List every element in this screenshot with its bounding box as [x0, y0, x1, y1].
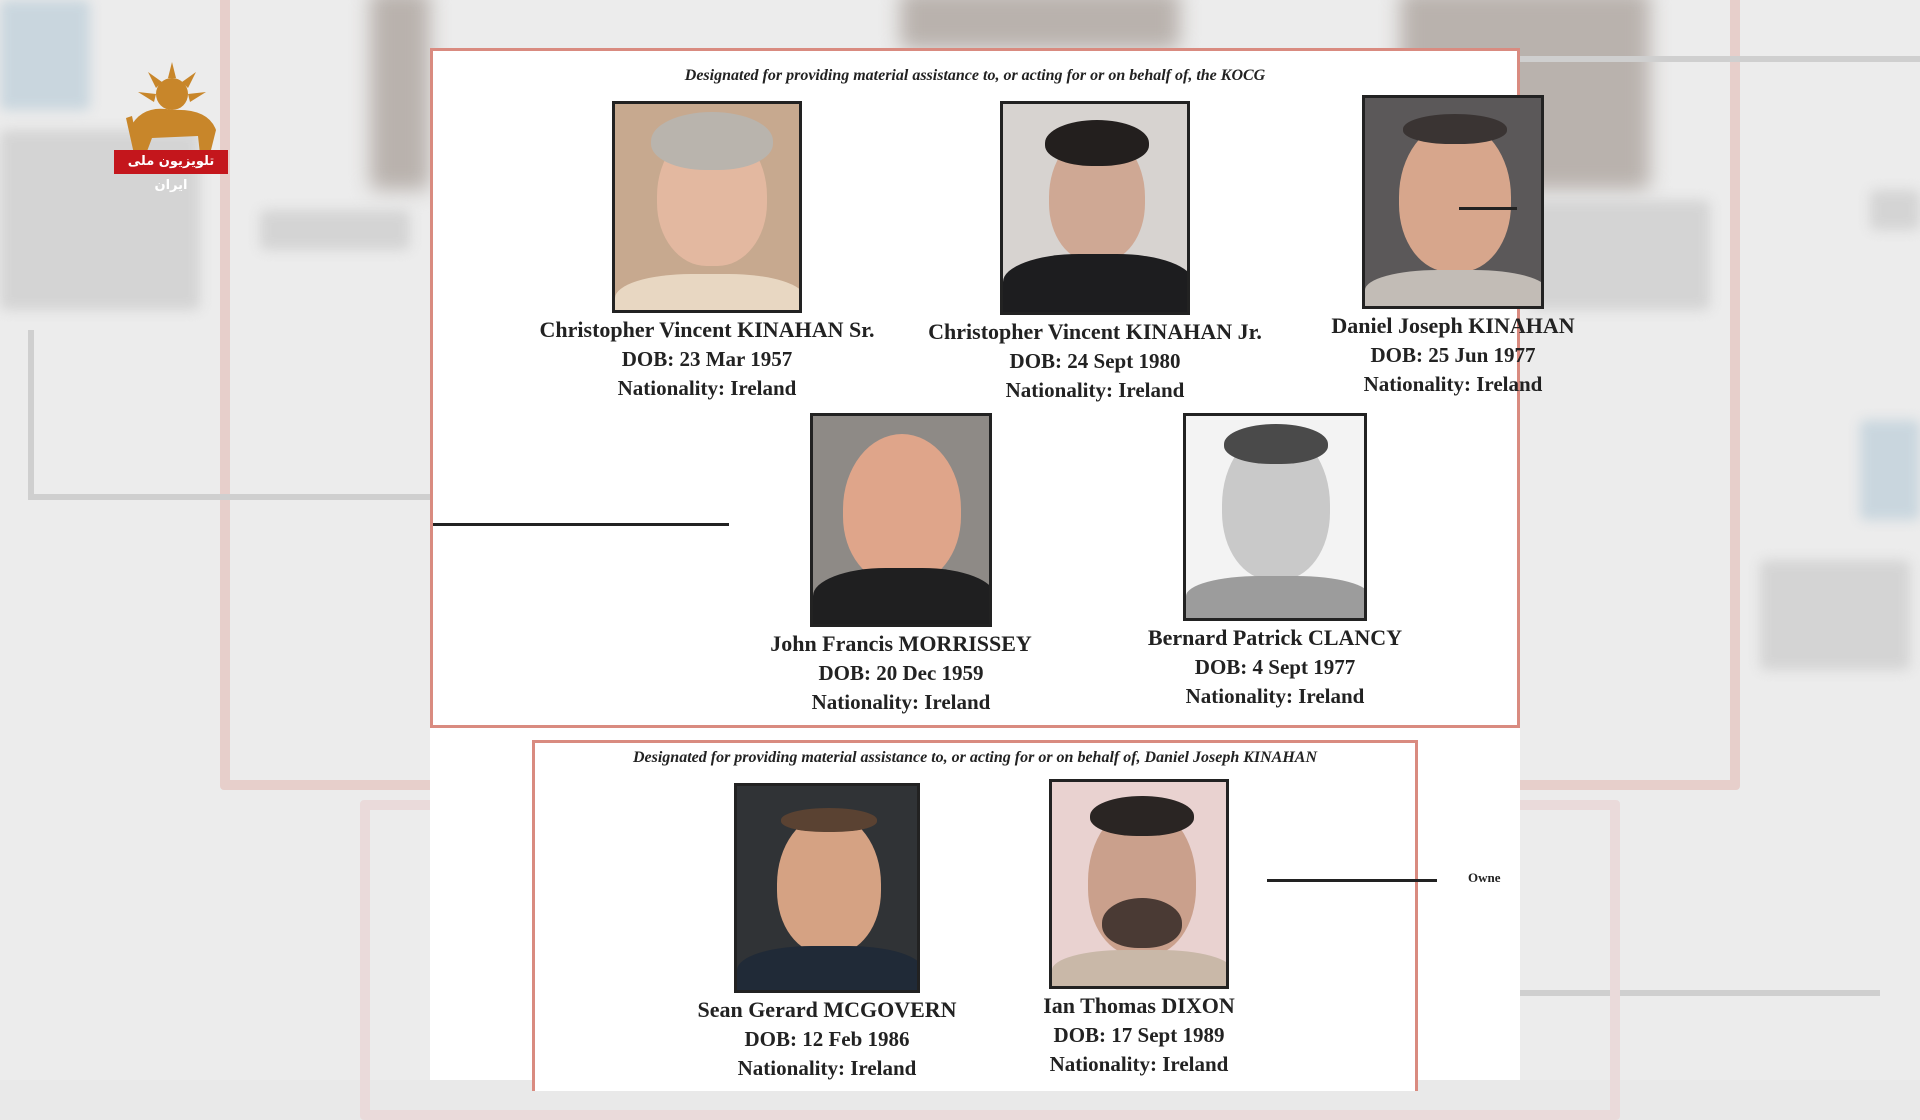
person-card [721, 413, 1081, 715]
person-card [915, 101, 1275, 403]
sanctions-document [430, 48, 1575, 1080]
person-name: Christopher Vincent KINAHAN Jr. [928, 319, 1262, 344]
background-connector [28, 330, 34, 500]
background-icon [1860, 420, 1920, 520]
background-photo [370, 0, 430, 190]
person-nationality: Nationality: Ireland [1005, 378, 1185, 402]
person-dob: DOB: 24 Sept 1980 [1009, 349, 1181, 373]
background-photo [900, 0, 1180, 50]
person-dob: DOB: 25 Jun 1977 [1370, 343, 1536, 367]
kocg-designations-group [430, 48, 1575, 728]
person-card [1273, 95, 1633, 397]
background-icon [0, 0, 90, 110]
person-photo [612, 101, 802, 313]
person-nationality: Nationality: Ireland [811, 690, 991, 714]
connector-line [1267, 879, 1437, 882]
person-name: Christopher Vincent KINAHAN Sr. [539, 317, 875, 342]
connector-line [1459, 207, 1517, 210]
person-nationality: Nationality: Ireland [617, 376, 797, 400]
person-photo [1049, 779, 1229, 989]
person-card [1095, 413, 1455, 709]
person-nationality: Nationality: Ireland [737, 1056, 917, 1080]
person-dob: DOB: 23 Mar 1957 [621, 347, 793, 371]
person-photo [734, 783, 920, 993]
person-dob: DOB: 17 Sept 1989 [1053, 1023, 1225, 1047]
person-name: Daniel Joseph KINAHAN [1331, 313, 1575, 338]
person-name: Ian Thomas DIXON [1043, 993, 1235, 1018]
person-photo [1183, 413, 1367, 621]
person-nationality: Nationality: Ireland [1363, 372, 1543, 396]
person-name: Bernard Patrick CLANCY [1147, 625, 1403, 650]
connector-line [433, 523, 729, 526]
channel-logo-text: تلویزیون ملی ایران [114, 150, 228, 174]
person-dob: DOB: 12 Feb 1986 [744, 1027, 910, 1051]
background-text [1760, 560, 1910, 670]
daniel-kinahan-designations-group [532, 740, 1418, 1091]
group-caption: Designated for providing material assistance to, or acting for or on behalf of, Daniel Joseph KINAHAN [632, 749, 1318, 766]
person-card [959, 779, 1319, 1077]
person-photo [1000, 101, 1190, 315]
person-nationality: Nationality: Ireland [1049, 1052, 1229, 1076]
person-dob: DOB: 4 Sept 1977 [1194, 655, 1356, 679]
person-name: John Francis MORRISSEY [770, 631, 1032, 656]
background-text [260, 210, 410, 250]
connector-label: Owne [1468, 870, 1501, 885]
background-connector [1520, 56, 1920, 62]
person-name: Sean Gerard MCGOVERN [697, 997, 957, 1022]
person-photo [810, 413, 992, 627]
background-connector [28, 494, 448, 500]
person-dob: DOB: 20 Dec 1959 [818, 661, 984, 685]
group-caption: Designated for providing material assistance to, or acting for or on behalf of, the KOCG [684, 67, 1266, 84]
person-nationality: Nationality: Ireland [1185, 684, 1365, 708]
person-photo [1362, 95, 1544, 309]
person-card [647, 783, 1007, 1081]
background-text [1870, 190, 1920, 230]
person-card [527, 101, 887, 401]
